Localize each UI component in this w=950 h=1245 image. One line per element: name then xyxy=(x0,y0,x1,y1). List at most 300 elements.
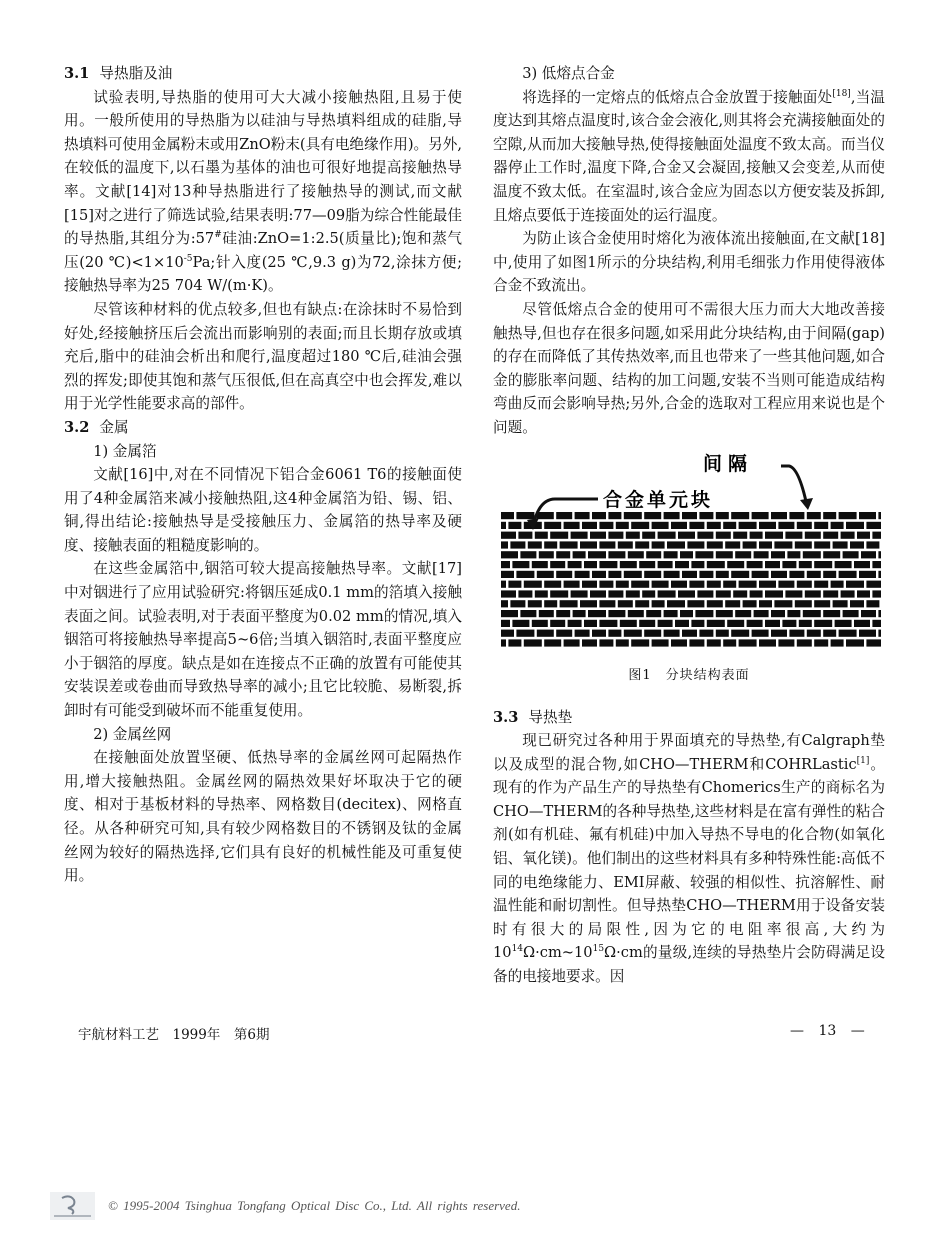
citation-superscript: [1] xyxy=(856,755,870,766)
alloy-unit-block xyxy=(573,610,586,617)
paragraph-thermal-pad xyxy=(493,729,885,989)
alloy-unit-block xyxy=(754,551,769,558)
alloy-unit-block xyxy=(608,512,621,519)
alloy-unit-block xyxy=(675,619,689,626)
alloy-unit-block xyxy=(735,551,751,558)
alloy-unit-block xyxy=(839,570,857,577)
label-alloy-block: 合金单元块 xyxy=(603,488,714,511)
alloy-unit-block xyxy=(814,521,828,528)
alloy-unit-block xyxy=(624,512,642,519)
alloy-unit-block xyxy=(532,619,548,626)
figure-1 xyxy=(493,446,885,683)
alloy-unit-block xyxy=(618,541,633,548)
alloy-unit-block xyxy=(588,551,606,558)
alloy-unit-block xyxy=(850,541,864,548)
alloy-unit-block xyxy=(624,629,642,636)
alloy-unit-block xyxy=(537,570,554,577)
alloy-unit-block xyxy=(664,512,680,519)
alloy-unit-block xyxy=(658,561,673,568)
alloy-unit-block xyxy=(807,629,821,636)
alloy-unit-block xyxy=(599,521,613,528)
subsection-low-melting-alloy: 3) 低熔点合金 xyxy=(522,65,615,82)
paragraph-grease-drawbacks: 尽管该种材料的优点较多,但也有缺点:在涂抹时不易恰到好处,经接触挤压后会流出而影响别的表面;而且长期存放或填充后,脂中的硅油会析出和爬行,温度超过180 ℃后,硅油会强烈的挥发;即使其饱和蒸气压很低,但在高真空中也会挥发,难以用于光学性能要求高的部件。 xyxy=(64,300,462,413)
alloy-unit-block xyxy=(743,600,757,607)
alloy-unit-block xyxy=(516,629,534,636)
alloy-unit-block xyxy=(620,561,637,568)
alloy-unit-block xyxy=(857,590,870,597)
alloy-unit-block xyxy=(823,551,840,558)
section-number: 3.1 xyxy=(64,65,90,82)
alloy-unit-block xyxy=(582,580,597,587)
alloy-unit-block xyxy=(582,521,597,528)
alloy-unit-block xyxy=(859,570,876,577)
alloy-unit-block xyxy=(878,629,881,636)
alloy-unit-block xyxy=(575,629,590,636)
alloy-unit-block xyxy=(590,531,606,538)
alloy-unit-block xyxy=(799,619,812,626)
alloy-unit-block xyxy=(639,619,655,626)
alloy-unit-block xyxy=(707,541,723,548)
alloy-unit-block xyxy=(859,512,876,519)
alloy-unit-block xyxy=(599,580,613,587)
alloy-unit-block xyxy=(658,590,676,597)
alloy-unit-block xyxy=(807,512,821,519)
alloy-unit-block xyxy=(508,639,521,646)
alloy-unit-block xyxy=(823,610,840,617)
alloy-unit-block xyxy=(771,570,787,577)
paragraph-text: ,当温度达到其熔点温度时,该合金会液化,则其将会充满接触面处的空隙,从而加大接触导热,使得接触面处温度不致太高。而当仪器停止工作时,温度下降,合金又会凝固,接触又会变差,从而使温度不致太低。在室温时,该合金应为固态以方便安装及拆卸,且熔点要低于连接面处的运行温度。 xyxy=(493,88,885,224)
section-title: 导热垫 xyxy=(528,708,573,726)
alloy-unit-block xyxy=(635,541,649,548)
alloy-unit-block xyxy=(878,551,881,558)
alloy-unit-block xyxy=(516,512,534,519)
alloy-unit-block xyxy=(635,600,649,607)
alloy-unit-block xyxy=(841,590,855,597)
alloy-unit-block xyxy=(628,610,644,617)
alloy-unit-block xyxy=(697,590,713,597)
block-structure-image xyxy=(493,446,885,662)
alloy-unit-block xyxy=(599,600,615,607)
alloy-unit-block xyxy=(759,580,776,587)
alloy-unit-block xyxy=(699,570,713,577)
alloy-unit-block xyxy=(512,561,529,568)
alloy-unit-block xyxy=(588,610,606,617)
alloy-unit-block xyxy=(646,551,661,558)
alloy-unit-block xyxy=(854,561,870,568)
alloy-unit-block xyxy=(671,639,687,646)
alloy-unit-block xyxy=(739,580,757,587)
alloy-unit-block xyxy=(564,521,580,528)
alloy-unit-block xyxy=(532,561,548,568)
section-title: 导热脂及油 xyxy=(99,65,173,82)
alloy-unit-block xyxy=(778,521,794,528)
alloy-unit-block xyxy=(652,521,669,528)
alloy-unit-block xyxy=(823,629,836,636)
paragraph-text: 。现有的作为产品生产的导热垫有Chomerics生产的商标名为CHO—THERM的各种导热垫,这些材料是在富有弹性的粘合剂(如有机硅、氟有机硅)中加入导热不导电的化合物(如氧化铝、氧化镁)。他们制出的这些材料具有多种特殊性能:高低不同的电绝缘能力、EMI屏蔽、较强的相似性、抗溶解性、耐温性能和耐切割性。但导热垫CHO—THERM用于设备安装时有很大的局限性,因为它的电阻率很高,大约为10 xyxy=(493,755,885,962)
alloy-unit-block xyxy=(707,561,725,568)
alloy-unit-block xyxy=(571,531,588,538)
section-3-2-heading xyxy=(64,416,462,440)
page-number: — 13 — xyxy=(790,1023,865,1039)
publisher-logo-icon xyxy=(50,1192,95,1220)
alloy-unit-block xyxy=(590,590,606,597)
alloy-unit-block xyxy=(667,541,685,548)
section-number: 3.2 xyxy=(64,418,90,436)
section-3-1-heading xyxy=(64,62,462,86)
alloy-unit-block xyxy=(735,610,751,617)
alloy-unit-block xyxy=(501,619,510,626)
alloy-unit-block xyxy=(644,629,661,636)
alloy-unit-block xyxy=(535,531,548,538)
alloy-unit-block xyxy=(682,512,697,519)
alloy-unit-block xyxy=(843,610,859,617)
alloy-unit-block xyxy=(731,512,749,519)
alloy-unit-block xyxy=(803,551,821,558)
alloy-unit-block xyxy=(789,629,804,636)
alloy-unit-block xyxy=(642,531,655,538)
alloy-unit-block xyxy=(671,521,687,528)
alloy-unit-block xyxy=(866,521,881,528)
alloy-unit-block xyxy=(831,639,844,646)
alloy-unit-block xyxy=(835,561,852,568)
alloy-unit-block xyxy=(716,590,731,597)
alloy-unit-block xyxy=(833,600,848,607)
alloy-unit-block xyxy=(859,629,876,636)
alloy-unit-block xyxy=(580,541,597,548)
journal-footer: 宇航材料工艺 1999年 第6期 xyxy=(78,1027,270,1043)
alloy-unit-block xyxy=(795,541,812,548)
alloy-unit-block xyxy=(652,639,669,646)
alloy-unit-block xyxy=(689,580,704,587)
alloy-unit-block xyxy=(584,619,597,626)
alloy-unit-block xyxy=(599,561,617,568)
alloy-unit-block xyxy=(723,521,736,528)
alloy-unit-block xyxy=(671,580,687,587)
alloy-unit-block xyxy=(789,512,804,519)
subsection-metal-foil: 1) 金属箔 xyxy=(93,442,157,460)
alloy-unit-block xyxy=(584,561,597,568)
alloy-unit-block xyxy=(723,580,736,587)
alloy-unit-block xyxy=(682,570,697,577)
alloy-unit-block xyxy=(550,590,568,597)
copyright-notice: © 1995-2004 Tsinghua Tongfang Optical Disc Co., Ltd. All rights reserved. xyxy=(108,1198,521,1213)
alloy-unit-block xyxy=(723,639,736,646)
alloy-unit-block xyxy=(680,610,693,617)
alloy-unit-block xyxy=(544,580,561,587)
alloy-unit-block xyxy=(739,639,757,646)
alloy-unit-block xyxy=(707,521,721,528)
paragraph-text: 现已研究过各种用于界面填充的导热垫,有Calgraph垫以及成型的混合物,如CHO—THERM和COHRLastic xyxy=(493,732,885,773)
alloy-unit-block xyxy=(631,521,649,528)
alloy-unit-block xyxy=(797,521,812,528)
alloy-unit-block xyxy=(771,610,785,617)
alloy-unit-block xyxy=(518,590,532,597)
alloy-unit-block xyxy=(846,639,864,646)
alloy-unit-block xyxy=(680,551,693,558)
alloy-unit-block xyxy=(731,570,749,577)
alloy-unit-block xyxy=(785,590,802,597)
alloy-unit-block xyxy=(608,629,621,636)
alloy-unit-block xyxy=(785,531,802,538)
paragraph-alloy-problems: 尽管低熔点合金的使用可不需很大压力而大大地改善接触热导,但也存在很多问题,如采用此分块结构,由于间隔(gap)的存在而降低了其传热效率,而且也带来了一些其他问题,如合金的膨胀率问题、结构的加工问题,安装不当则可能造成结构弯曲反而会影响导热;另外,合金的选取对工程应用来说也是个问题。 xyxy=(493,300,885,436)
alloy-unit-block xyxy=(501,580,506,587)
alloy-unit-block xyxy=(678,590,695,597)
alloy-unit-block xyxy=(878,512,881,519)
alloy-unit-block xyxy=(592,512,606,519)
alloy-unit-block xyxy=(831,580,844,587)
alloy-unit-block xyxy=(520,610,536,617)
alloy-unit-block xyxy=(544,639,561,646)
alloy-unit-block xyxy=(501,551,518,558)
alloy-unit-block xyxy=(535,590,548,597)
alloy-unit-block xyxy=(501,570,514,577)
alloy-unit-block xyxy=(580,600,597,607)
alloy-unit-block xyxy=(854,619,870,626)
alloy-unit-block xyxy=(771,629,787,636)
alloy-unit-block xyxy=(556,570,572,577)
alloy-unit-block xyxy=(539,610,554,617)
alloy-unit-block xyxy=(560,600,578,607)
alloy-unit-block xyxy=(556,629,572,636)
alloy-unit-block xyxy=(608,610,625,617)
alloy-unit-block xyxy=(501,561,510,568)
alloy-unit-block xyxy=(550,561,565,568)
paragraph-alloy-structure: 为防止该合金使用时熔化为液体流出接触面,在文献[18]中,使用了如图1所示的分块结构,利用毛细张力作用使得液体合金不致流出。 xyxy=(493,230,885,295)
alloy-unit-block xyxy=(571,590,588,597)
alloy-unit-block xyxy=(508,580,521,587)
alloy-unit-block xyxy=(823,570,836,577)
alloy-unit-block xyxy=(727,619,744,626)
alloy-unit-block xyxy=(550,531,568,538)
alloy-unit-block xyxy=(652,600,665,607)
alloy-unit-block xyxy=(695,610,713,617)
alloy-unit-block xyxy=(846,521,864,528)
paragraph-wire-mesh: 在接触面处放置坚硬、低热导率的金属丝网可起隔热作用,增大接触热阻。金属丝网的隔热效果好坏取决于它的硬度、相对于基板材料的导热率、网格数目(decitex)、网格直径。从各种研究可知,具有较少网格数目的不锈钢及钛的金属丝网为较好的隔热选择,它们具有良好的机械性能及可重复使用。 xyxy=(64,749,462,885)
alloy-unit-block xyxy=(644,570,661,577)
alloy-unit-block xyxy=(752,629,769,636)
alloy-unit-block xyxy=(782,561,796,568)
alloy-unit-block xyxy=(652,580,669,587)
alloy-unit-block xyxy=(528,541,542,548)
alloy-unit-block xyxy=(814,639,828,646)
alloy-unit-block xyxy=(608,531,623,538)
alloy-unit-block xyxy=(733,531,747,538)
alloy-unit-block xyxy=(797,639,812,646)
alloy-unit-block xyxy=(616,639,629,646)
alloy-unit-block xyxy=(841,531,855,538)
alloy-unit-block xyxy=(687,600,704,607)
alloy-unit-block xyxy=(752,512,769,519)
paragraph-text: Ω·cm~10 xyxy=(523,944,593,962)
alloy-unit-block xyxy=(550,619,565,626)
alloy-unit-block xyxy=(707,619,725,626)
alloy-unit-block xyxy=(765,590,783,597)
alloy-unit-block xyxy=(560,541,578,548)
alloy-unit-block xyxy=(501,531,516,538)
paragraph-text: 试验表明,导热脂的使用可大大减小接触热阻,且易于使用。一般所使用的导热脂为以硅油与导热填料组成的硅脂,导热填料可使用金属粉末或用ZnO粉末(具有电绝缘作用)。另外,在较低的温度下,以石墨为基体的油也可很好地提高接触热导率。文献[14]对13种导热脂进行了接触热导的测试,而文献[15]对之进行了筛选试验,结果表明:77—09脂为综合性能最佳的导热脂,其组分为:57 xyxy=(64,88,462,248)
alloy-unit-block xyxy=(616,580,629,587)
paragraph-alloy-intro xyxy=(493,86,885,228)
alloy-unit-block xyxy=(556,551,570,558)
alloy-unit-block xyxy=(850,600,864,607)
alloy-unit-block xyxy=(787,610,800,617)
alloy-unit-block xyxy=(618,600,633,607)
alloy-unit-block xyxy=(537,629,554,636)
alloy-unit-block xyxy=(750,531,763,538)
alloy-unit-block xyxy=(774,541,792,548)
alloy-unit-block xyxy=(831,521,844,528)
alloy-unit-block xyxy=(544,600,557,607)
alloy-unit-block xyxy=(771,512,787,519)
alloy-unit-block xyxy=(592,570,606,577)
alloy-unit-block xyxy=(631,639,649,646)
alloy-unit-block xyxy=(689,639,704,646)
alloy-unit-block xyxy=(765,619,780,626)
alloy-unit-block xyxy=(508,521,521,528)
alloy-unit-block xyxy=(510,600,525,607)
paragraph-text: 硅油:ZnO=1:2.5(质量比);饱和蒸气压(20 ℃)<1×10 xyxy=(64,230,462,271)
alloy-unit-block xyxy=(582,639,597,646)
alloy-unit-block xyxy=(512,619,529,626)
alloy-unit-block xyxy=(658,531,676,538)
alloy-unit-block xyxy=(823,590,838,597)
alloy-unit-block xyxy=(759,521,776,528)
alloy-unit-block xyxy=(644,512,661,519)
alloy-unit-block xyxy=(664,610,678,617)
alloy-unit-block xyxy=(691,561,704,568)
alloy-unit-block xyxy=(814,580,828,587)
alloy-unit-block xyxy=(675,561,689,568)
alloy-unit-block xyxy=(501,590,516,597)
alloy-unit-block xyxy=(823,531,838,538)
section-3-3-heading xyxy=(493,706,885,730)
alloy-unit-block xyxy=(573,551,586,558)
alloy-unit-block xyxy=(747,619,763,626)
alloy-unit-block xyxy=(699,629,713,636)
alloy-unit-block xyxy=(568,561,582,568)
alloy-unit-block xyxy=(716,551,733,558)
alloy-unit-block xyxy=(528,600,542,607)
alloy-unit-block xyxy=(537,512,554,519)
alloy-unit-block xyxy=(814,541,830,548)
alloy-unit-block xyxy=(716,512,729,519)
alloy-unit-block xyxy=(658,619,673,626)
alloy-unit-block xyxy=(872,590,881,597)
alloy-unit-block xyxy=(575,512,590,519)
alloy-unit-block xyxy=(695,551,713,558)
alloy-unit-block xyxy=(774,600,792,607)
section-title: 金属 xyxy=(99,418,129,436)
alloy-unit-block xyxy=(787,551,800,558)
alloy-unit-block xyxy=(689,521,704,528)
alloy-unit-block xyxy=(667,600,685,607)
alloy-unit-block xyxy=(682,629,697,636)
alloy-unit-block xyxy=(778,639,794,646)
alloy-unit-block xyxy=(678,531,695,538)
paragraph-text: 将选择的一定熔点的低熔点合金放置于接触面处 xyxy=(522,88,833,106)
alloy-unit-block xyxy=(544,541,557,548)
alloy-unit-block xyxy=(501,600,508,607)
alloy-unit-block xyxy=(807,570,821,577)
alloy-unit-block xyxy=(556,512,572,519)
alloy-block-grid xyxy=(501,512,881,647)
citation-superscript: [18] xyxy=(832,88,851,99)
alloy-unit-block xyxy=(620,619,637,626)
alloy-unit-block xyxy=(759,600,772,607)
alloy-unit-block xyxy=(727,561,744,568)
alloy-unit-block xyxy=(631,580,649,587)
alloy-unit-block xyxy=(795,600,812,607)
alloy-unit-block xyxy=(747,561,763,568)
alloy-unit-block xyxy=(564,580,580,587)
superscript: -5 xyxy=(183,253,193,264)
alloy-unit-block xyxy=(556,610,570,617)
alloy-unit-block xyxy=(716,570,729,577)
alloy-unit-block xyxy=(759,541,772,548)
alloy-unit-block xyxy=(835,619,852,626)
alloy-unit-block xyxy=(739,521,757,528)
alloy-unit-block xyxy=(501,610,518,617)
alloy-unit-block xyxy=(501,639,506,646)
alloy-unit-block xyxy=(501,512,514,519)
alloy-unit-block xyxy=(664,629,680,636)
alloy-unit-block xyxy=(765,531,783,538)
alloy-unit-block xyxy=(733,590,747,597)
superscript: 14 xyxy=(511,944,524,955)
alloy-unit-block xyxy=(857,531,870,538)
alloy-unit-block xyxy=(872,619,881,626)
alloy-unit-block xyxy=(754,610,769,617)
superscript: # xyxy=(214,230,222,241)
alloy-unit-block xyxy=(750,590,763,597)
alloy-unit-block xyxy=(839,512,857,519)
alloy-unit-block xyxy=(524,639,542,646)
superscript: 15 xyxy=(592,944,605,955)
alloy-unit-block xyxy=(564,639,580,646)
alloy-unit-block xyxy=(846,580,864,587)
paragraph-metal-foil: 文献[16]中,对在不同情况下铝合金6061 T6的接触面使用了4种金属箔来减小接触热阻,这4种金属箔为铅、锡、铝、铜,得出结论:接触热导是受接触压力、金属箔的热导率及硬度、接触表面的粗糙度影响的。 xyxy=(64,466,462,554)
alloy-unit-block xyxy=(518,531,532,538)
alloy-unit-block xyxy=(520,551,536,558)
alloy-unit-block xyxy=(833,541,848,548)
alloy-unit-block xyxy=(642,590,655,597)
left-column xyxy=(64,62,462,888)
alloy-unit-block xyxy=(697,531,713,538)
alloy-unit-block xyxy=(626,531,640,538)
alloy-unit-block xyxy=(814,600,830,607)
alloy-unit-block xyxy=(707,580,721,587)
alloy-unit-block xyxy=(544,521,561,528)
alloy-unit-block xyxy=(725,600,740,607)
alloy-unit-block xyxy=(626,590,640,597)
alloy-unit-block xyxy=(778,580,794,587)
alloy-unit-block xyxy=(639,561,655,568)
gap-pointer-arrowhead xyxy=(800,498,813,510)
alloy-unit-block xyxy=(599,619,617,626)
alloy-unit-block xyxy=(510,541,525,548)
alloy-unit-block xyxy=(731,629,749,636)
alloy-unit-block xyxy=(743,541,757,548)
alloy-unit-block xyxy=(866,600,879,607)
alloy-unit-block xyxy=(861,551,876,558)
alloy-unit-block xyxy=(664,551,678,558)
alloy-unit-block xyxy=(707,639,721,646)
alloy-unit-block xyxy=(687,541,704,548)
alloy-unit-block xyxy=(752,570,769,577)
alloy-unit-block xyxy=(866,541,879,548)
alloy-unit-block xyxy=(716,610,733,617)
alloy-unit-block xyxy=(782,619,796,626)
